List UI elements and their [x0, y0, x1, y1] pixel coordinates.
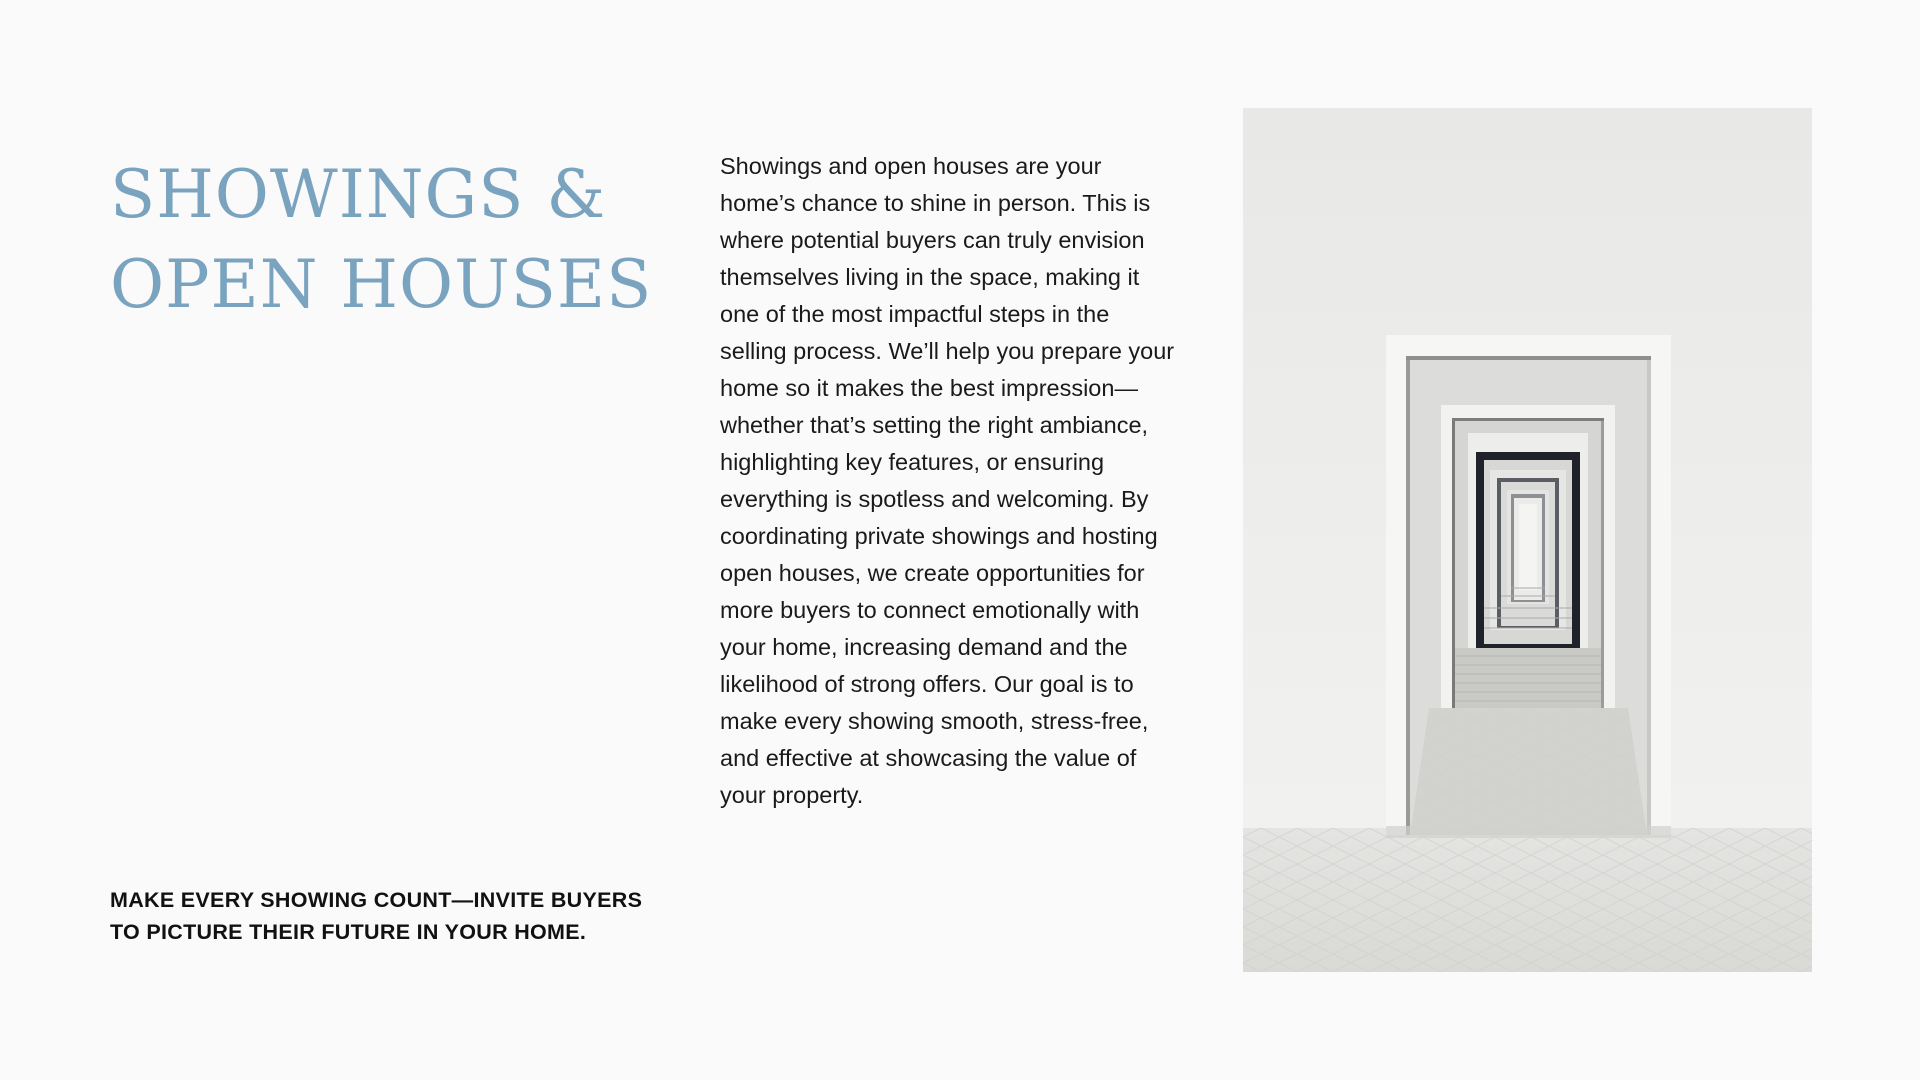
title-line-1: SHOWINGS & [110, 156, 607, 233]
tagline [110, 884, 690, 948]
hallway-doorways-photo [1243, 108, 1812, 972]
tagline-line-1: MAKE EVERY SHOWING COUNT—INVITE BUYERS [110, 888, 643, 912]
tagline-line-2: TO PICTURE THEIR FUTURE IN YOUR HOME. [110, 920, 587, 944]
page-title [110, 150, 670, 330]
title-line-2: OPEN HOUSES [110, 246, 653, 323]
body-paragraph: Showings and open houses are your home’s chance to shine in person. This is where potential buyers can truly envision themselves living in the space, making it one of the most impactful steps in the selling process. We’ll help you prepare your home so it makes the best impression—whether that’s setting the right ambiance, highlighting key features, or ensuring everything is spotless and welcoming. By coordinating private showings and hosting open houses, we create opportunities for more buyers to connect emotionally with your home, increasing demand and the likelihood of strong offers. Our goal is to make every showing smooth, stress-free, and effective at showcasing the value of your property. [720, 153, 1175, 808]
